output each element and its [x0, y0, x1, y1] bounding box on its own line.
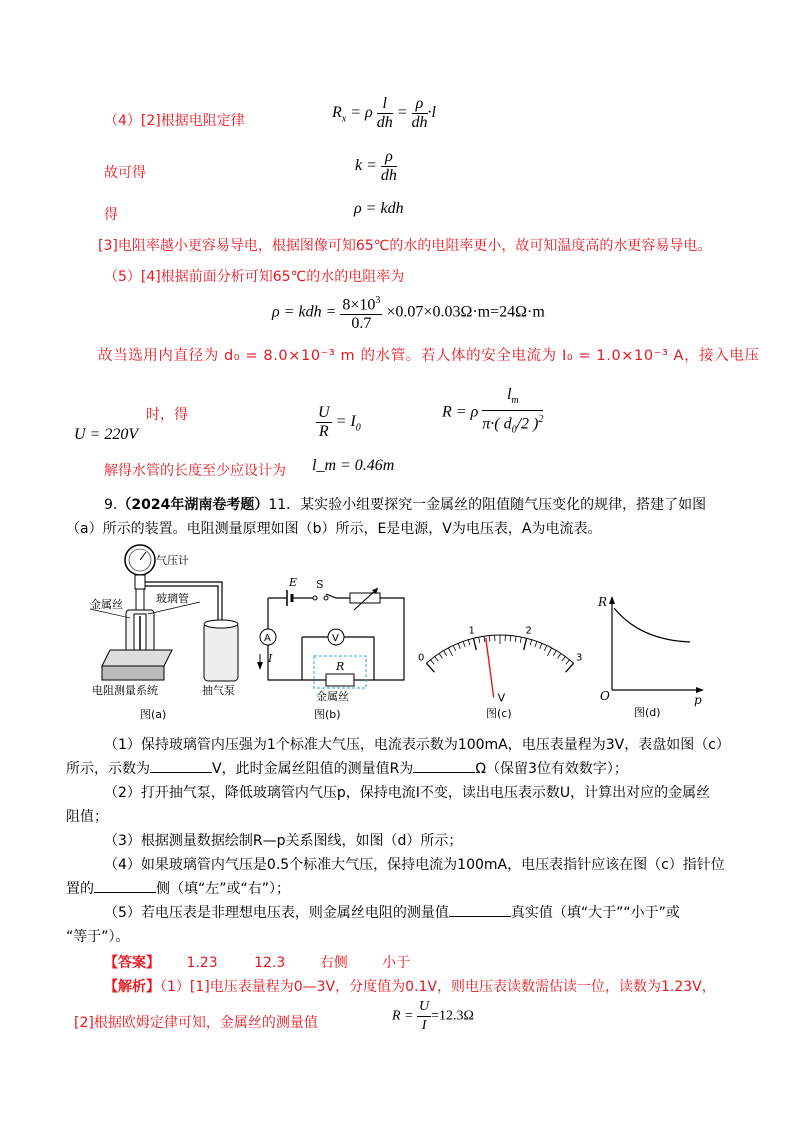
answer-row — [104, 952, 410, 972]
scale-tick — [553, 651, 556, 656]
scale-tick — [426, 663, 434, 672]
analysis-line1 — [104, 976, 716, 996]
scale-tick — [510, 636, 511, 642]
scale-label: 2 — [525, 625, 532, 637]
meter-scale — [418, 626, 582, 698]
scale-tick — [435, 656, 439, 661]
label-A: A — [264, 633, 271, 644]
label-S: S — [316, 578, 324, 591]
scale-tick — [566, 660, 570, 665]
u-over-r-equation: $\frac{U}{R}$ = $I_0$ — [318, 404, 361, 440]
scale-tick — [558, 653, 561, 658]
sub1-d: Ω（保留3位有效数字）； — [475, 761, 628, 777]
scale-tick — [468, 640, 470, 646]
resistor-icon — [326, 674, 354, 686]
label-origin: O — [600, 689, 610, 703]
sub1-b: 所示，示数为 — [66, 761, 150, 777]
sub4-line2 — [66, 878, 290, 898]
q9-stem-1: 11．某实验小组要探究一金属丝的阻值随气压变化的规律，搭建了如图 — [268, 497, 707, 513]
scale-tick — [458, 643, 460, 649]
figure-d — [590, 592, 710, 725]
needle-label: V — [497, 691, 506, 705]
lm-value: l_m = 0.46m — [312, 457, 395, 474]
figure-b — [254, 570, 414, 725]
label-V: V — [332, 633, 339, 644]
scale-tick — [515, 636, 516, 642]
part5-conclusion: 解得水管的长度至少应设计为 — [104, 463, 286, 479]
answer-3: 右侧 — [319, 955, 348, 971]
part5-shi-de: 时，得 — [146, 407, 188, 423]
sub5-a: （5）若电压表是非理想电压表，则金属丝电阻的测量值 — [104, 905, 449, 921]
analysis-1: （1）[1]电压表量程为0—3V，分度值为0.1V，则电压表读数需估读一位，读数为1.23V， — [160, 979, 716, 995]
ohm-law-equation: R = $\frac{U}{I}$ =12.3Ω — [392, 999, 474, 1033]
scale-tick — [489, 636, 490, 642]
sub5-line2: “等于”）。 — [66, 929, 130, 945]
label-R: R — [336, 660, 345, 673]
scale-label: 3 — [575, 652, 583, 664]
meter-needle — [486, 638, 494, 697]
scale-tick — [448, 648, 452, 656]
label-I: I — [268, 652, 273, 665]
scale-label: 0 — [418, 652, 425, 664]
scale-label: 1 — [468, 625, 475, 637]
resistance-pipe-equation: R = ρ $\frac{l_m}{\pi\cdot( d_0/2 )^2}$ — [442, 386, 544, 436]
part4-gu-ke-de: 故可得 — [104, 165, 146, 181]
label-pump: 抽气泵 — [202, 684, 235, 697]
answer-1: 1.23 — [186, 955, 218, 971]
scale-tick — [430, 660, 434, 665]
caption-d: 图(d) — [634, 706, 661, 719]
label-gauge: 气压计 — [156, 554, 189, 567]
sub2-line2: 阻值； — [66, 809, 108, 825]
caption-b: 图(b) — [314, 708, 341, 721]
sub1-line1: （1）保持玻璃管内压强为1个标准大气压，电流表示数为100mA，电压表量程为3V，表盘如图（c） — [104, 737, 730, 753]
sub4-b: 置的 — [66, 881, 94, 897]
switch-icon — [313, 596, 317, 600]
scale-tick — [479, 637, 480, 643]
scale-tick — [520, 637, 521, 643]
blank-side[interactable] — [94, 879, 156, 893]
resistance-law-equation: $R_x = \rho$ $\frac{l}{dh}$ = $\frac{\rho}{dh}$ ·l — [332, 95, 436, 131]
label-b-wire: 金属丝 — [316, 690, 349, 703]
sub1-c: V，此时金属丝阻值的测量值R为 — [212, 761, 414, 777]
part4-note3: [3]电阻率越小更容易导电，根据图像可知65℃的水的电阻率更小，故可知温度高的水更容易导电。 — [98, 238, 712, 254]
part4-intro: （4）[2]根据电阻定律 — [104, 113, 245, 129]
q9-number: 9. — [104, 497, 118, 513]
pump — [204, 623, 238, 681]
scale-tick — [544, 645, 547, 650]
sub2-line1: （2）打开抽气泵，降低玻璃管内气压p，保持电流I不变，读出电压表示数U，计算出对应的金属丝 — [104, 785, 711, 801]
blank-resistance[interactable] — [413, 759, 475, 773]
label-tube: 玻璃管 — [156, 592, 189, 605]
scale-tick — [530, 640, 532, 646]
scale-tick — [566, 663, 574, 672]
scale-tick — [444, 651, 447, 656]
u-value: U = 220V — [74, 426, 139, 443]
scale-tick — [439, 653, 442, 658]
scale-tick — [547, 648, 551, 656]
scale-tick — [540, 643, 542, 649]
rheostat-icon — [350, 593, 380, 603]
q9-stem-2: （a）所示的装置。电阻测量原理如图（b）所示，E是电源，V为电压表，A为电流表。 — [66, 521, 602, 537]
r-p-curve — [614, 608, 690, 642]
k-equation: k = $\frac{\rho}{dh}$ — [355, 148, 397, 184]
analysis-line2: [2]根据欧姆定律可知，金属丝的测量值 — [74, 1015, 318, 1031]
scale-tick — [484, 636, 485, 642]
sub5-line1 — [104, 902, 680, 922]
q9-stem-line1 — [104, 494, 706, 514]
part5-intro: （5）[4]根据前面分析可知65℃的水的电阻率为 — [104, 269, 405, 285]
figure-a — [90, 540, 280, 725]
scale-tick — [535, 641, 537, 647]
part4-de: 得 — [104, 207, 118, 223]
label-R-axis: R — [598, 595, 608, 609]
caption-c: 图(c) — [486, 707, 512, 720]
label-system: 电阻测量系统 — [92, 684, 158, 697]
scale-tick — [562, 656, 566, 661]
sub3-line: （3）根据测量数据绘制R—p关系图线，如图（d）所示； — [104, 833, 463, 849]
blank-compare[interactable] — [449, 903, 511, 917]
blank-voltage[interactable] — [150, 759, 212, 773]
sub4-c: 侧（填“左”或“右”）； — [156, 881, 291, 897]
answer-label: 【答案】 — [104, 955, 160, 971]
part5-d0-line: 故当选用内直径为 d₀ = 8.0×10⁻³ m 的水管。若人体的安全电流为 I₀ = 1.0×10⁻³ A，接入电压 — [98, 348, 760, 364]
scale-tick — [453, 645, 456, 650]
figure-c — [418, 595, 583, 725]
rho-kdh-equation: ρ = kdh — [354, 200, 404, 217]
answer-2: 12.3 — [254, 955, 286, 971]
sub5-b: 真实值（填“大于”“小于”或 — [510, 905, 680, 921]
caption-a: 图(a) — [140, 708, 167, 721]
label-p-axis: p — [694, 693, 702, 707]
label-E: E — [289, 576, 298, 589]
sub1-line2 — [66, 758, 628, 778]
rho-value-equation: ρ = kdh = $\frac{8\times 10^3}{0.7}$ ×0.07×0.03Ω·m=24Ω·m — [272, 292, 545, 333]
scale-tick — [524, 638, 527, 650]
answer-4: 小于 — [382, 955, 411, 971]
q9-source: （2024年湖南卷考题） — [117, 497, 269, 513]
analysis-label: 【解析】 — [104, 979, 160, 995]
scale-tick — [463, 641, 465, 647]
label-wire: 金属丝 — [90, 598, 123, 611]
scale-tick — [473, 638, 476, 650]
measurement-system-box — [102, 666, 164, 680]
sub4-line1: （4）如果玻璃管内气压是0.5个标准大气压，保持电流为100mA，电压表指针应该在图（c）指针位 — [104, 857, 725, 873]
